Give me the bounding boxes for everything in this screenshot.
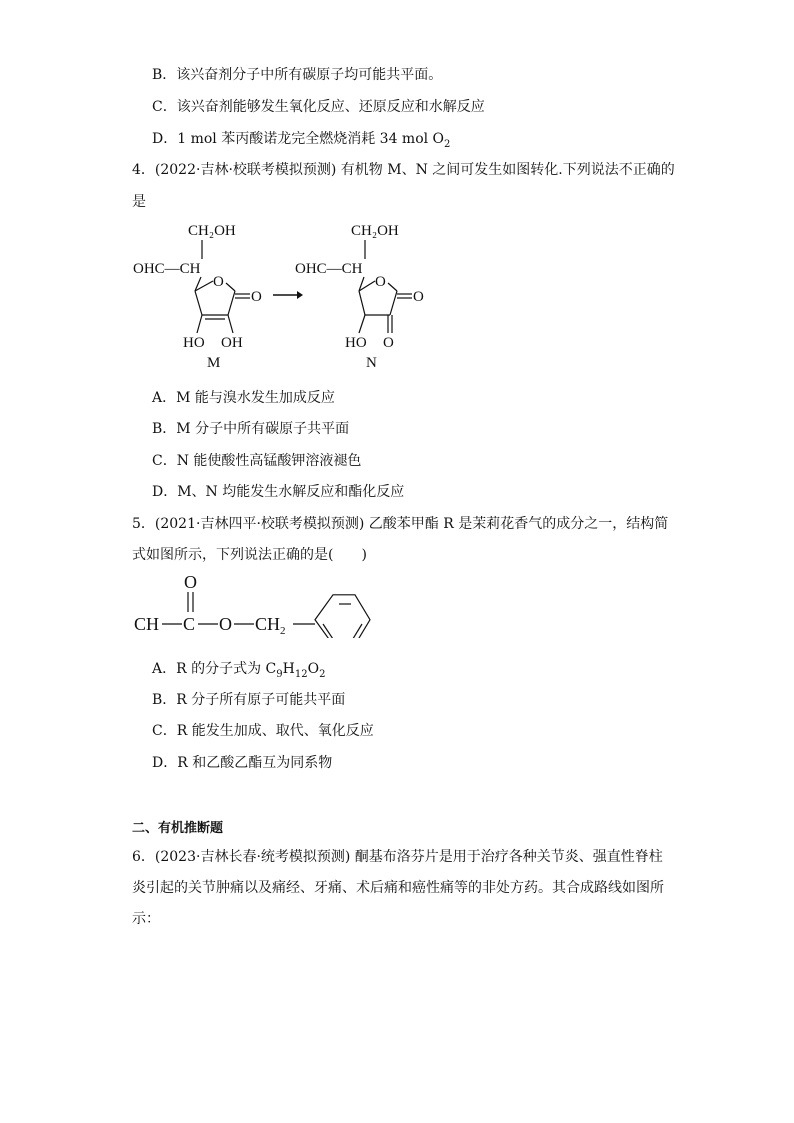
q5-structure-figure [130,568,380,638]
q4-option-c: C．N 能使酸性高锰酸钾溶液褪色 [152,453,362,469]
q5-stem-line1: 5．(2021·吉林四平·校联考模拟预测) 乙酸苯甲酯 R 是茉莉花香气的成分之一，结构简 [132,516,669,532]
n-ring-oxygen: O [375,274,386,290]
m-oh: OH [221,335,243,351]
q5-option-d: D．R 和乙酸乙酯互为同系物 [152,755,333,771]
q5-option-c: C．R 能发生加成、取代、氧化反应 [152,723,374,739]
m-ho: HO [183,335,205,351]
m-carbonyl-oxygen: O [251,289,262,305]
r-top-oxygen: O [184,572,197,592]
q5-option-a: A．R 的分子式为 $C_9H_{12}O_2$ [152,661,326,680]
n-ch2oh: CH₂OH [351,223,399,239]
q4-option-d: D．M、N 均能发生水解反应和酯化反应 [152,484,405,500]
benzene-ring [315,595,370,638]
section-heading: 二、有机推断题 [132,821,224,836]
r-ch2: $CH_2$ [255,614,286,637]
m-ch2oh: CH₂OH [188,223,236,239]
q4-stem-line2: 是 [132,194,146,210]
r-ester-oxygen: O [219,614,232,634]
n-keto-oxygen: O [383,335,394,351]
n-ho: HO [345,335,367,351]
q6-line1: 6．(2023·吉林长春·统考模拟预测) 酮基布洛芬片是用于治疗各种关节炎、强直性脊柱 [132,849,663,865]
q4-stem-line1: 4．(2022·吉林·校联考模拟预测) 有机物 M、N 之间可发生如图转化.下列说法不正确的 [132,162,675,178]
n-label: N [366,355,377,371]
q4-option-a: A．M 能与溴水发生加成反应 [152,390,335,406]
r-ch: CH [134,614,160,634]
n-carbonyl-oxygen: O [413,289,424,305]
q4-option-b: B．M 分子中所有碳原子共平面 [152,421,350,437]
q6-line3: 示： [132,911,160,927]
q3-option-c: C．该兴奋剂能够发生氧化反应、还原反应和水解反应 [152,99,485,115]
q5-stem-line2: 式如图所示，下列说法正确的是( ) [132,547,367,563]
q5-option-b: B．R 分子所有原子可能共平面 [152,692,346,708]
q4-reaction-figure [125,215,445,375]
m-ohc-ch: OHC—CH [133,261,201,277]
q3-option-d: D．1 mol 苯丙酸诺龙完全燃烧消耗 34 mol $O_2$ [152,131,451,150]
m-label: M [207,355,221,371]
r-carbon: C [183,614,196,634]
m-ring-oxygen: O [213,274,224,290]
n-ohc-ch: OHC—CH [295,261,363,277]
q3-option-b: B．该兴奋剂分子中所有碳原子均可能共平面。 [152,67,443,83]
q6-line2: 炎引起的关节肿痛以及痛经、牙痛、术后痛和癌性痛等的非处方药。其合成路线如图所 [132,880,664,896]
